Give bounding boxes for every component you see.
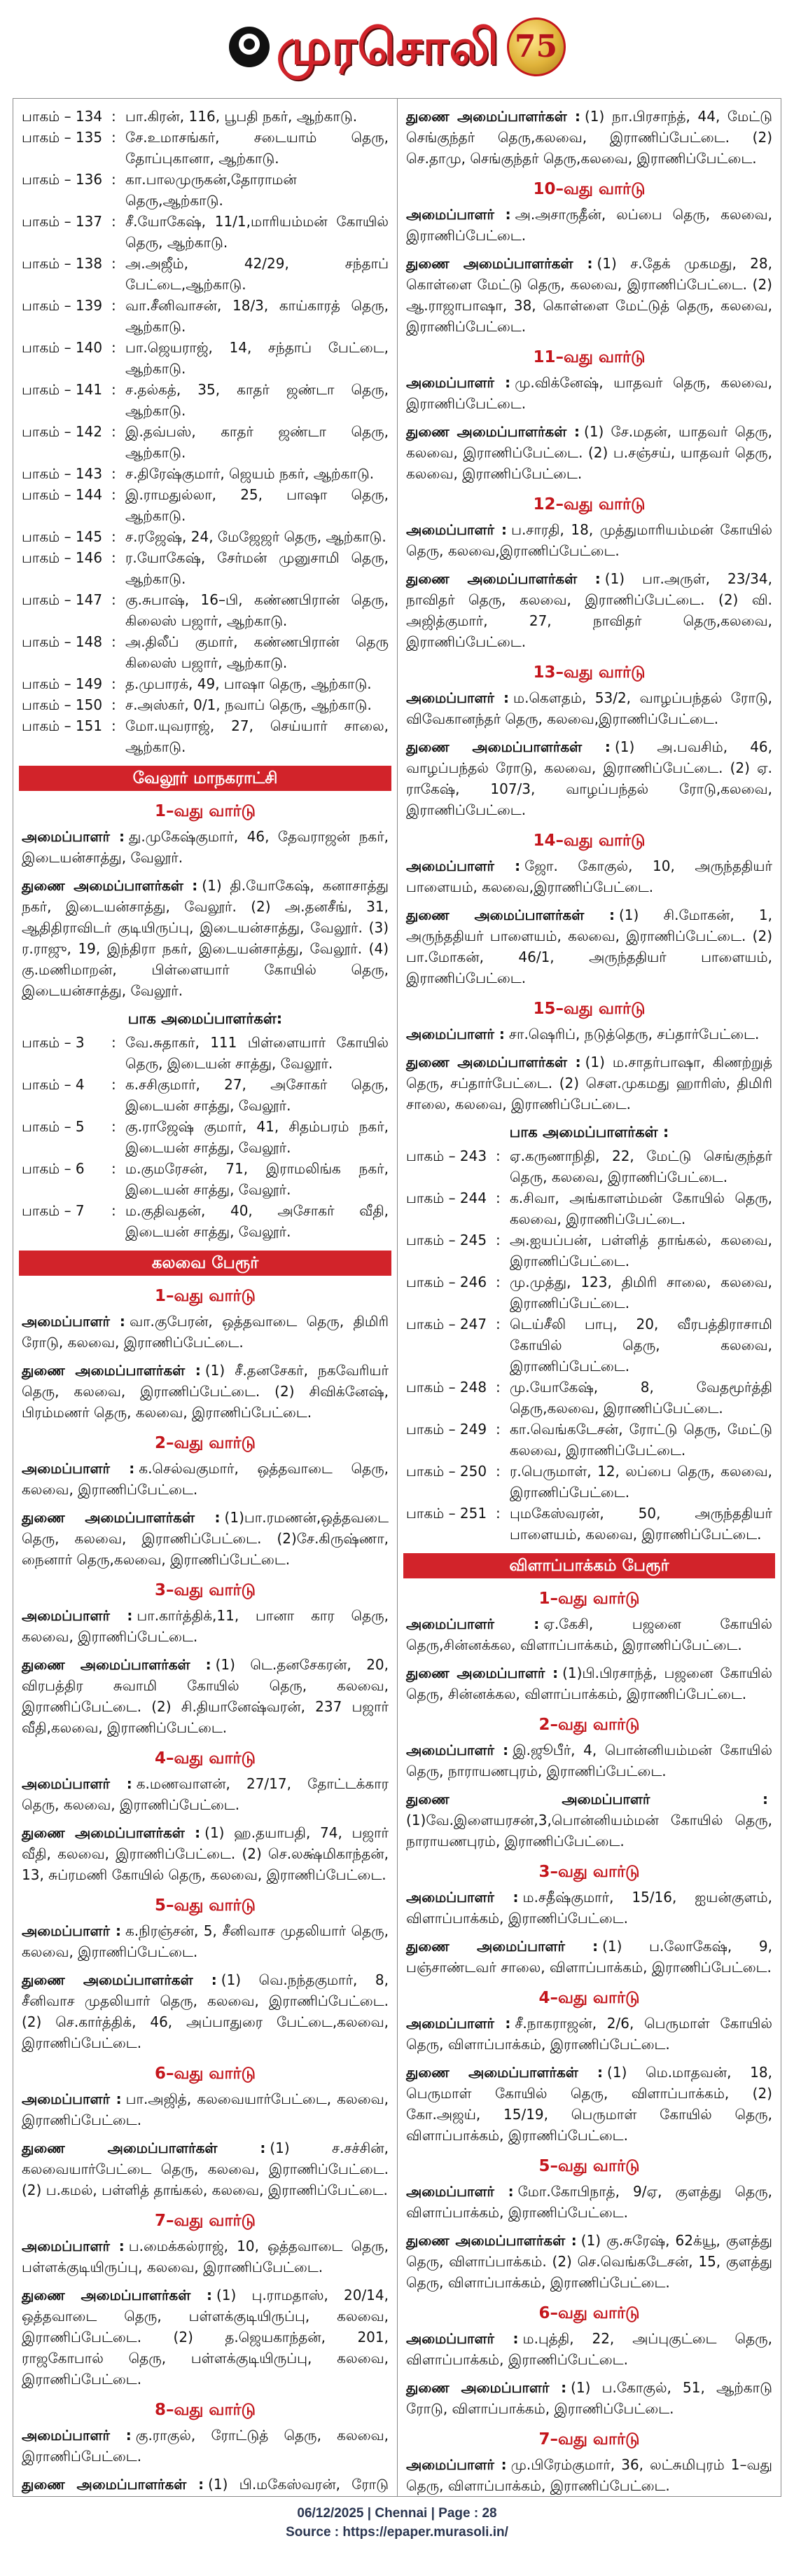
part-entry xyxy=(22,1032,389,1074)
role-label: அமைப்பாளர் : xyxy=(22,1922,121,1939)
part-text: ச.திரேஷ்குமார், ஜெயம் நகர், ஆற்காடு. xyxy=(125,465,375,482)
role-text: (1) அ.பவசிம், 46, வாழப்பந்தல் ரோடு, கலவை, இராணிப்பேட்டை. (2) ஏ. ராகேஷ், 107/3, வாழப்பந்தல் ரோடு,கலவை, இராணிப்பேட்டை. xyxy=(406,738,772,818)
role-entry xyxy=(22,1507,389,1570)
role-label: துணை அமைப்பாளர்கள் : xyxy=(22,1971,217,1988)
role-text: து.முகேஷ்குமார், 46, தேவராஜன் நகர், இடையன்சாத்து, வேலூர். xyxy=(22,828,389,866)
part-separator: : xyxy=(111,171,116,188)
part-label: பாகம் – 150 xyxy=(22,696,103,713)
ward-heading: 1–வது வார்டு xyxy=(154,802,256,820)
role-entry xyxy=(22,2137,389,2200)
role-label: துணை அமைப்பாளர் : xyxy=(406,1938,599,1955)
role-text: (1) ப.லோகேஷ், 9, பஞ்சாண்டவர் சாலை, விளாப்பாக்கம், இராணிப்பேட்டை. xyxy=(406,1938,772,1976)
role-entry xyxy=(22,1360,389,1423)
role-text: மோ.கோபிநாத், 9/ஏ, குளத்து தெரு, விளாப்பாக்கம், இராணிப்பேட்டை. xyxy=(406,2183,773,2221)
part-entry xyxy=(22,1074,389,1116)
role-text: (1) பு.ராமதாஸ், 20/14, ஒத்தவாடை தெரு, பள்ளக்குடியிருப்பு, கலவை, இராணிப்பேட்டை. (2) த.ஜெயகாந்தன், 201, ராஜகோபால் தெரு, பள்ளக்குடியிருப்பு, கலவை, இராணிப்பேட்டை. xyxy=(22,2287,389,2388)
part-text: டெய்சீலி பாபு, 20, வீரபத்திராசாமி கோயில் தெரு, கலவை, இராணிப்பேட்டை. xyxy=(510,1316,772,1375)
role-entry xyxy=(406,2062,772,2146)
part-entry xyxy=(22,1116,389,1158)
role-entry xyxy=(406,1024,772,1045)
role-entry xyxy=(406,1887,772,1929)
section-banner: கலவை பேரூர் xyxy=(19,1251,391,1276)
role-label: அமைப்பாளர் : xyxy=(406,374,511,391)
part-separator: : xyxy=(111,108,116,125)
role-entry xyxy=(406,2230,772,2293)
role-label: அமைப்பாளர் : xyxy=(22,2238,125,2254)
ward-heading: 13–வது வார்டு xyxy=(533,663,646,682)
role-label: அமைப்பாளர் : xyxy=(406,1026,505,1042)
part-entry xyxy=(22,547,389,589)
part-text: புமகேஸ்வரன், 50, அருந்ததியர் பாளையம், கலவை, இராணிப்பேட்டை. xyxy=(510,1505,772,1543)
role-entry xyxy=(406,253,772,337)
role-entry xyxy=(406,855,772,897)
ward-heading: 5–வது வார்டு xyxy=(538,2157,640,2175)
role-text: ப.சாரதி, 18, முத்துமாரியம்மன் கோயில் தெரு, கலவை,இராணிப்பேட்டை. xyxy=(406,521,772,559)
role-text: ஏ.கேசி, பஜனை கோயில் தெரு,சின்னக்கல, விளாப்பாக்கம், இராணிப்பேட்டை. xyxy=(406,1616,773,1653)
part-separator: : xyxy=(496,1463,501,1480)
role-text: ம.புத்தி, 22, அப்புகுட்டை தெரு, விளாப்பாக்கம், இராணிப்பேட்டை. xyxy=(406,2330,772,2368)
role-entry xyxy=(22,1920,389,1962)
part-entry xyxy=(406,1377,772,1419)
role-text: (1) சி.மோகன், 1, அருந்ததியர் பாளையம், கலவை, இராணிப்பேட்டை. (2) பா.மோகன், 46/1, அருந்ததியர் பாளையம், இராணிப்பேட்டை. xyxy=(406,907,772,986)
role-entry xyxy=(406,2377,772,2419)
role-label: அமைப்பாளர் : xyxy=(22,1607,133,1624)
part-separator: : xyxy=(111,717,116,734)
role-text: க.மணவாளன், 27/17, தோட்டக்கார தெரு, கலவை, இராணிப்பேட்டை. xyxy=(22,1775,389,1813)
part-entry xyxy=(22,169,389,211)
ward-heading: 14–வது வார்டு xyxy=(533,832,646,850)
part-label: பாகம் – 245 xyxy=(406,1232,487,1248)
part-label: பாகம் – 148 xyxy=(22,633,103,650)
part-separator: : xyxy=(111,1160,116,1177)
role-entry xyxy=(406,1052,772,1115)
part-label: பாகம் – 139 xyxy=(22,297,103,314)
role-text: ஜோ. கோகுல், 10, அருந்ததியர் பாளையம், கலவை,இராணிப்பேட்டை. xyxy=(406,857,772,895)
role-entry xyxy=(406,204,772,246)
part-separator: : xyxy=(111,339,116,356)
part-label: பாகம் – 137 xyxy=(22,213,103,230)
role-text: மு.விக்னேஷ், யாதவர் தெரு, கலவை, இராணிப்பேட்டை. xyxy=(406,374,772,412)
role-label: துணை அமைப்பாளர்கள் : xyxy=(22,1509,221,1526)
part-entry xyxy=(22,127,389,169)
role-entry xyxy=(22,2474,389,2496)
left-column xyxy=(13,99,397,2496)
ward-heading: 4–வது வார்டு xyxy=(538,1989,640,2007)
role-entry xyxy=(22,875,389,1001)
part-entry xyxy=(22,253,389,295)
role-entry xyxy=(22,1773,389,1815)
part-label: பாகம் – 149 xyxy=(22,675,103,692)
part-label: பாகம் – 144 xyxy=(22,486,103,503)
role-entry xyxy=(406,1936,772,1978)
part-separator: : xyxy=(111,255,116,272)
part-separator: : xyxy=(111,675,116,692)
part-separator: : xyxy=(496,1505,501,1522)
part-text: ர.பெருமாள், 12, லப்பை தெரு, கலவை, இராணிப்பேட்டை. xyxy=(510,1463,772,1501)
role-entry xyxy=(406,2181,772,2223)
ward-heading: 7–வது வார்டு xyxy=(538,2430,640,2448)
part-text: கா.வெங்கடேசன், ரோட்டு தெரு, மேட்டு கலவை, இராணிப்பேட்டை. xyxy=(510,1421,772,1459)
part-separator: : xyxy=(111,297,116,314)
part-text: ர.யோகேஷ், சேர்மன் முனுசாமி தெரு, ஆற்காடு. xyxy=(125,549,389,587)
part-separator: : xyxy=(111,528,116,545)
role-entry xyxy=(22,1654,389,1738)
role-label: அமைப்பாளர் : xyxy=(406,1889,519,1906)
role-label: அமைப்பாளர் : xyxy=(22,1775,132,1792)
part-entry xyxy=(22,337,389,379)
part-entry xyxy=(22,526,389,547)
ward-heading: 5–வது வார்டு xyxy=(154,1896,256,1915)
part-text: அ.அஜீம், 42/29, சந்தாப் பேட்டை,ஆற்காடு. xyxy=(125,255,389,293)
part-separator: : xyxy=(111,696,116,713)
edition-line: 06/12/2025 | Chennai | Page : 28 xyxy=(297,2506,497,2521)
part-text: ம.குமரேசன், 71, இராமலிங்க நகர், இடையன் சாத்து, வேலூர். xyxy=(125,1160,389,1198)
part-text: மு.முத்து, 123, திமிரி சாலை, கலவை, இராணிப்பேட்டை. xyxy=(510,1274,772,1311)
part-label: பாகம் – 3 xyxy=(22,1034,85,1051)
role-label: அமைப்பாளர் : xyxy=(406,2015,511,2032)
part-label: பாகம் – 147 xyxy=(22,591,103,608)
part-text: கு.ராஜேஷ் குமார், 41, சிதம்பரம் நகர், இடையன் சாத்து, வேலூர். xyxy=(125,1118,389,1156)
part-label: பாகம் – 251 xyxy=(406,1505,487,1522)
part-entry xyxy=(22,421,389,463)
part-separator: : xyxy=(496,1316,501,1332)
ward-heading: 2–வது வார்டு xyxy=(538,1716,640,1734)
role-label: துணை அமைப்பாளர்கள் : xyxy=(406,108,580,125)
part-text: வா.சீனிவாசன், 18/3, காய்காரத் தெரு, ஆற்காடு. xyxy=(125,297,389,335)
subheading: பாக அமைப்பாளர்கள்: xyxy=(127,1010,283,1027)
role-text: ம.சதீஷ்குமார், 15/16, ஐயன்குளம், விளாப்பாக்கம், இராணிப்பேட்டை. xyxy=(406,1889,773,1927)
part-entry xyxy=(406,1272,772,1314)
ward-heading: 11–வது வார்டு xyxy=(533,348,646,366)
role-text: (1) பி.மகேஸ்வரன், ரோடு xyxy=(208,2476,389,2493)
part-text: மோ.யுவராஜ், 27, செய்யார் சாலை, ஆற்காடு. xyxy=(125,717,389,755)
role-label: அமைப்பாளர் : xyxy=(22,1313,125,1330)
part-separator: : xyxy=(111,1202,116,1219)
part-text: அ.ஐயப்பன், பள்ளித் தாங்கல், கலவை, இராணிப்பேட்டை. xyxy=(510,1232,772,1269)
part-text: த.முபாரக், 49, பாஷா தெரு, ஆற்காடு. xyxy=(125,675,372,692)
masthead xyxy=(0,0,794,94)
role-entry xyxy=(406,904,772,989)
role-text: கு.ராகுல், ரோட்டுத் தெரு, கலவை, இராணிப்பேட்டை. xyxy=(22,2427,389,2465)
part-entry xyxy=(22,463,389,484)
role-entry xyxy=(406,1613,772,1655)
part-entry xyxy=(22,1158,389,1200)
part-entry xyxy=(22,211,389,253)
role-text: சீ.நாகராஜன், 2/6, பெருமாள் கோயில் தெரு, விளாப்பாக்கம், இராணிப்பேட்டை. xyxy=(406,2015,773,2053)
role-entry xyxy=(22,1458,389,1500)
part-text: மு.யோகேஷ், 8, வேதமூர்த்தி தெரு,கலவை, இராணிப்பேட்டை. xyxy=(510,1379,772,1417)
ward-heading: 2–வது வார்டு xyxy=(154,1434,256,1452)
role-text: பா.அஜித், கலவையார்பேட்டை, கலவை, இராணிப்பேட்டை. xyxy=(22,2091,389,2128)
ward-heading: 4–வது வார்டு xyxy=(154,1749,256,1768)
part-label: பாகம் – 5 xyxy=(22,1118,85,1135)
role-label: துணை அமைப்பாளர்கள் : xyxy=(22,2476,204,2493)
part-label: பாகம் – 248 xyxy=(406,1379,487,1396)
role-entry xyxy=(22,2088,389,2130)
part-text: பா.ஜெயராஜ், 14, சந்தாப் பேட்டை, ஆற்காடு. xyxy=(125,339,389,377)
role-label: துணை அமைப்பாளர் : xyxy=(406,1665,559,1681)
role-label: அமைப்பாளர் : xyxy=(406,2456,507,2473)
part-entry xyxy=(22,715,389,757)
role-label: துணை அமைப்பாளர்கள் : xyxy=(22,2140,266,2156)
part-label: பாகம் – 138 xyxy=(22,255,103,272)
role-entry xyxy=(406,2328,772,2370)
part-label: பாகம் – 141 xyxy=(22,381,103,398)
part-entry xyxy=(406,1461,772,1503)
part-entry xyxy=(22,295,389,337)
role-label: துணை அமைப்பாளர்கள் : xyxy=(22,1362,201,1379)
role-entry xyxy=(22,1969,389,2053)
part-label: பாகம் – 143 xyxy=(22,465,103,482)
part-text: அ.திலீப் குமார், கண்ணபிரான் தெரு கிலைஸ் பஜார், ஆற்காடு. xyxy=(125,633,389,671)
role-entry xyxy=(406,1740,772,1782)
part-text: ம.குதிவதன், 40, அசோகர் வீதி, இடையன் சாத்து, வேலூர். xyxy=(125,1202,389,1240)
role-entry xyxy=(22,1311,389,1353)
role-entry xyxy=(22,2425,389,2467)
part-label: பாகம் – 243 xyxy=(406,1148,487,1164)
part-label: பாகம் – 134 xyxy=(22,108,103,125)
part-text: கா.பாலமுருகன்,தோராமன் தெரு,ஆற்காடு. xyxy=(125,171,297,209)
role-label: அமைப்பாளர் : xyxy=(22,828,125,845)
part-label: பாகம் – 146 xyxy=(22,549,103,566)
part-separator: : xyxy=(111,633,116,650)
part-text: ஏ.கருணாநிதி, 22, மேட்டு செங்குந்தர் தெரு, கலவை, இராணிப்பேட்டை. xyxy=(510,1148,772,1185)
part-label: பாகம் – 136 xyxy=(22,171,103,188)
part-label: பாகம் – 246 xyxy=(406,1274,487,1290)
role-text: (1) ப.கோகுல், 51, ஆற்காடு ரோடு, விளாப்பாக்கம், இராணிப்பேட்டை. xyxy=(406,2379,772,2417)
ward-heading: 3–வது வார்டு xyxy=(538,1863,640,1881)
part-entry xyxy=(22,631,389,673)
role-label: துணை அமைப்பாளர்கள் : xyxy=(406,738,611,755)
role-label: துணை அமைப்பாளர்கள் : xyxy=(406,2232,577,2249)
ward-heading: 15–வது வார்டு xyxy=(533,1000,646,1018)
role-text: (1) சே.மதன், யாதவர் தெரு, கலவை, இராணிப்பேட்டை. (2) ப.சஞ்சய், யாதவர் தெரு, கலவை, இராணிப்பேட்டை. xyxy=(406,423,772,482)
role-entry xyxy=(406,106,772,169)
ward-heading: 12–வது வார்டு xyxy=(533,495,646,514)
role-label: துணை அமைப்பாளர்கள் : xyxy=(22,1656,211,1673)
role-label: அமைப்பாளர் : xyxy=(22,1460,135,1477)
role-text: (1) ச.தேக் முகமது, 28, கொள்ளை மேட்டு தெரு, கலவை, இராணிப்பேட்டை. (2) ஆ.ராஜாபாஷா, 38, கொள்ளை மேட்டுத் தெரு, கலவை, இராணிப்பேட்டை. xyxy=(406,255,772,335)
role-entry xyxy=(406,519,772,561)
part-text: ச.ரஜேஷ், 24, மேஜேஜர் தெரு, ஆற்காடு. xyxy=(125,528,386,545)
role-text: மு.பிரேம்குமார், 36, லட்சுமிபுரம் 1–வது தெரு, விளாப்பாக்கம், இராணிப்பேட்டை. xyxy=(406,2456,772,2494)
part-text: இ.ராமதுல்லா, 25, பாஷா தெரு, ஆற்காடு. xyxy=(125,486,389,524)
part-label: பாகம் – 135 xyxy=(22,129,103,146)
part-text: ச.தல்கத், 35, காதர் ஜண்டா தெரு, ஆற்காடு. xyxy=(125,381,389,419)
role-text: ம.கௌதம், 53/2, வாழப்பந்தல் ரோடு, விவேகானந்தர் தெரு, கலவை,இராணிப்பேட்டை. xyxy=(406,689,772,727)
right-column xyxy=(397,99,781,2496)
part-text: ச.அஸ்கர், 0/1, நவாப் தெரு, ஆற்காடு. xyxy=(125,696,372,713)
role-text: (1) நா.பிரசாந்த், 44, மேட்டு செங்குந்தர் தெரு,கலவை, இராணிப்பேட்டை. (2) செ.தாமு, செங்குந்தர் தெரு,கலவை, இராணிப்பேட்டை. xyxy=(406,108,772,167)
part-separator: : xyxy=(111,1118,116,1135)
role-text: (1) கு.சுரேஷ், 62க்யூ, குளத்து தெரு, விளாப்பாக்கம். (2) செ.வெங்கடேசன், 15, குளத்து தெரு, விளாப்பாக்கம், இராணிப்பேட்டை. xyxy=(406,2232,772,2291)
part-text: க.சிவா, அங்காளம்மன் கோயில் தெரு, கலவை, இராணிப்பேட்டை. xyxy=(510,1190,772,1227)
role-label: துணை அமைப்பாளர்கள் : xyxy=(406,2064,604,2081)
role-label: துணை அமைப்பாளர்கள் : xyxy=(406,907,615,923)
anniversary-number: 75 xyxy=(514,29,558,64)
part-label: பாகம் – 244 xyxy=(406,1190,487,1206)
role-text: (1) பா.அருள், 23/34, நாவிதர் தெரு, கலவை, இராணிப்பேட்டை. (2) வி. அஜித்குமார், 27, நாவிதர் தெரு,கலவை, இராணிப்பேட்டை. xyxy=(406,570,772,650)
role-label: துணை அமைப்பாளர்கள் : xyxy=(406,423,580,440)
part-separator: : xyxy=(111,1034,116,1051)
part-label: பாகம் – 247 xyxy=(406,1316,487,1332)
role-label: துணை அமைப்பாளர்கள் : xyxy=(22,1824,201,1841)
role-label: அமைப்பாளர் : xyxy=(406,857,521,874)
role-text: க.நிரஞ்சன், 5, சீனிவாச முதலியார் தெரு, கலவை, இராணிப்பேட்டை. xyxy=(22,1922,389,1960)
section-banner: விளாப்பாக்கம் பேரூர் xyxy=(403,1553,775,1578)
part-entry xyxy=(22,106,389,127)
role-entry xyxy=(406,2013,772,2055)
role-text: (1) ம.சாதர்பாஷா, கிணற்றுத் தெரு, சப்தார்பேட்டை. (2) செள.முகமது ஹாரிஸ், திமிரி சாலை, கலவை, இராணிப்பேட்டை. xyxy=(406,1054,772,1113)
part-separator: : xyxy=(111,213,116,230)
ward-heading: 7–வது வார்டு xyxy=(154,2212,256,2230)
role-label: துணை அமைப்பாளர்கள் : xyxy=(406,570,601,587)
part-entry xyxy=(22,379,389,421)
ward-heading: 8–வது வார்டு xyxy=(154,2401,256,2419)
part-text: பா.கிரன், 116, பூபதி நகர், ஆற்காடு. xyxy=(125,108,358,125)
part-text: சே.உமாசங்கர், சடையாம் தெரு, தோப்புகானா, ஆற்காடு. xyxy=(125,129,389,167)
role-label: அமைப்பாளர் : xyxy=(406,206,511,223)
part-text: சீ.யோகேஷ், 11/1,மாரியம்மன் கோயில் தெரு, ஆற்காடு. xyxy=(125,213,389,251)
part-text: இ.தவ்பஸ், காதர் ஜண்டா தெரு, ஆற்காடு. xyxy=(125,423,389,461)
part-separator: : xyxy=(496,1232,501,1248)
role-entry xyxy=(406,1662,772,1704)
role-label: துணை அமைப்பாளர்கள் : xyxy=(22,877,198,894)
role-text: (1) ச.சச்சின், கலவையார்பேட்டை தெரு, கலவை, இராணிப்பேட்டை. (2) ப.கமல், பள்ளித் தாங்கல், கலவை, இராணிப்பேட்டை. xyxy=(22,2140,389,2198)
part-label: பாகம் – 142 xyxy=(22,423,103,440)
anniversary-badge xyxy=(507,18,566,76)
role-text: பா.கார்த்திக்,11, பானா கார தெரு, கலவை, இராணிப்பேட்டை. xyxy=(22,1607,389,1645)
role-entry xyxy=(22,826,389,868)
role-text: ப.மைக்கல்ராஜ், 10, ஒத்தவாடை தெரு, பள்ளக்குடியிருப்பு, கலவை, இராணிப்பேட்டை. xyxy=(22,2238,389,2275)
part-separator: : xyxy=(111,423,116,440)
part-separator: : xyxy=(111,129,116,146)
part-separator: : xyxy=(496,1148,501,1164)
role-text: க.செல்வகுமார், ஒத்தவாடை தெரு, கலவை, இராணிப்பேட்டை. xyxy=(22,1460,389,1498)
role-text: (1) சீ.தனசேகர், நகவேரியர் தெரு, கலவை, இராணிப்பேட்டை. (2) சிவிக்னேஷ், பிரம்மணர் தெரு, கலவை, இராணிப்பேட்டை. xyxy=(22,1362,389,1421)
part-label: பாகம் – 6 xyxy=(22,1160,85,1177)
role-text: (1)வே.இளையரசன்,3,பொன்னியம்மன் கோயில் தெரு, நாராயணபுரம், இராணிப்பேட்டை. xyxy=(406,1812,772,1850)
role-label: துணை அமைப்பாளர்கள் : xyxy=(406,1054,581,1070)
part-separator: : xyxy=(111,1076,116,1093)
role-text: (1) ஹ.தயாபதி, 74, பஜார் வீதி, கலவை, இராணிப்பேட்டை. (2) செ.லக்ஷ்மிகாந்தன், 13, சுப்ரமணி கோயில் தெரு, கலவை, இராணிப்பேட்டை. xyxy=(22,1824,389,1883)
part-separator: : xyxy=(496,1421,501,1438)
part-separator: : xyxy=(496,1274,501,1290)
subheading: பாக அமைப்பாளர்கள் : xyxy=(509,1124,669,1141)
role-label: அமைப்பாளர் : xyxy=(406,1742,509,1758)
part-text: கு.சுபாஷ், 16–பி, கண்ணபிரான் தெரு, கிலைஸ் பஜார், ஆற்காடு. xyxy=(125,591,389,629)
source-line: Source : https://epaper.murasoli.in/ xyxy=(286,2525,508,2540)
part-label: பாகம் – 249 xyxy=(406,1421,487,1438)
part-entry xyxy=(406,1187,772,1230)
part-label: பாகம் – 151 xyxy=(22,717,103,734)
part-separator: : xyxy=(496,1379,501,1396)
newspaper-logo: முரசொலி xyxy=(276,18,500,76)
role-text: (1)பா.ரமணன்,ஒத்தவடை தெரு, கலவை, இராணிப்பேட்டை. (2)சே.கிருஷ்ணா, நைனார் தெரு,கலவை, இராணிப்பேட்டை. xyxy=(22,1509,389,1568)
part-entry xyxy=(22,589,389,631)
ward-heading: 10–வது வார்டு xyxy=(533,180,646,198)
part-entry xyxy=(406,1419,772,1461)
part-separator: : xyxy=(496,1190,501,1206)
role-label: அமைப்பாளர் : xyxy=(406,689,509,706)
ward-heading: 6–வது வார்டு xyxy=(538,2304,640,2322)
role-label: துணை அமைப்பாளர் : xyxy=(406,2379,567,2396)
section-banner: வேலூர் மாநகராட்சி xyxy=(19,766,391,791)
role-entry xyxy=(22,2285,389,2390)
role-text: அ.அசாருதீன், லப்பை தெரு, கலவை, இராணிப்பேட்டை. xyxy=(406,206,772,244)
part-separator: : xyxy=(111,486,116,503)
page-footer xyxy=(0,2504,794,2542)
role-label: துணை அமைப்பாளர் : xyxy=(406,1791,768,1807)
role-label: அமைப்பாளர் : xyxy=(406,2183,514,2200)
part-label: பாகம் – 4 xyxy=(22,1076,85,1093)
part-text: க.சசிகுமார், 27, அசோகர் தெரு, இடையன் சாத்து, வேலூர். xyxy=(125,1076,389,1114)
role-entry xyxy=(406,372,772,414)
role-entry xyxy=(406,568,772,652)
role-entry xyxy=(406,421,772,484)
role-label: அமைப்பாளர் : xyxy=(22,2427,132,2444)
role-text: (1) தி.யோகேஷ், கனாசாத்து நகர், இடையன்சாத்து, வேலூர். (2) அ.தனசீங், 31, ஆதிதிராவிடர் குடியிருப்பு, இடையன்சாத்து, வேலூர். (3) ர.ராஜு, 19, இந்திரா நகர், இடையன்சாத்து, வேலூர். (4) கு.மணிமாறன், பிள்ளையார் கோயில் தெரு, இடையன்சாத்து, வேலூர். xyxy=(22,877,389,999)
role-entry xyxy=(406,2454,772,2496)
part-entry xyxy=(22,1200,389,1242)
part-label: பாகம் – 250 xyxy=(406,1463,487,1480)
part-entry xyxy=(406,1145,772,1187)
part-entry xyxy=(22,673,389,694)
part-separator: : xyxy=(111,381,116,398)
part-separator: : xyxy=(111,549,116,566)
role-text: (1) வெ.நந்தகுமார், 8, சீனிவாச முதலியார் தெரு, கலவை, இராணிப்பேட்டை. (2) செ.கார்த்திக், 46, அப்பாதுரை பேட்டை,கலவை, இராணிப்பேட்டை. xyxy=(22,1971,389,2051)
role-text: இ.ஜூபீர், 4, பொன்னியம்மன் கோயில் தெரு, நாராயணபுரம், இராணிப்பேட்டை. xyxy=(406,1742,772,1779)
part-entry xyxy=(22,694,389,715)
part-label: பாகம் – 140 xyxy=(22,339,103,356)
ward-heading: 3–வது வார்டு xyxy=(154,1581,256,1599)
role-text: (1)பி.பிரசாந்த், பஜனை கோயில் தெரு, சின்னக்கல, விளாப்பாக்கம், இராணிப்பேட்டை. xyxy=(406,1665,772,1702)
ward-heading: 1–வது வார்டு xyxy=(154,1287,256,1305)
role-text: சா.ஷெரிப், நடுத்தெரு, சப்தார்பேட்டை. xyxy=(508,1026,760,1042)
part-entry xyxy=(406,1230,772,1272)
part-label: பாகம் – 145 xyxy=(22,528,103,545)
role-label: துணை அமைப்பாளர்கள் : xyxy=(406,255,593,272)
role-entry xyxy=(22,2236,389,2278)
role-label: துணை அமைப்பாளர்கள் : xyxy=(22,2287,212,2303)
role-entry xyxy=(406,736,772,820)
role-label: அமைப்பாளர் : xyxy=(406,521,508,538)
part-entry xyxy=(22,484,389,526)
part-entry xyxy=(406,1314,772,1377)
role-label: அமைப்பாளர் : xyxy=(22,2091,122,2107)
part-separator: : xyxy=(111,465,116,482)
role-entry xyxy=(22,1605,389,1647)
role-entry xyxy=(406,1789,772,1852)
role-label: அமைப்பாளர் : xyxy=(406,2330,519,2347)
ward-heading: 1–வது வார்டு xyxy=(538,1590,640,1608)
part-text: வே.சுதாகர், 111 பிள்ளையார் கோயில் தெரு, இடையன் சாத்து, வேலூர். xyxy=(125,1034,389,1072)
part-entry xyxy=(406,1503,772,1545)
ward-heading: 6–வது வார்டு xyxy=(154,2065,256,2083)
part-separator: : xyxy=(111,591,116,608)
article-frame xyxy=(13,98,781,2497)
role-entry xyxy=(22,1822,389,1885)
role-entry xyxy=(406,687,772,729)
role-label: அமைப்பாளர் : xyxy=(406,1616,540,1632)
role-text: (1) டெ.தனசேகரன், 20, விரபத்திர சுவாமி கோயில் தெரு, கலவை, இராணிப்பேட்டை. (2) சி.தியானேஷ்வரன், 237 பஜார் வீதி,கலவை, இராணிப்பேட்டை. xyxy=(22,1656,389,1736)
role-text: வா.குபேரன், ஒத்தவாடை தெரு, திமிரி ரோடு, கலவை, இராணிப்பேட்டை. xyxy=(22,1313,389,1351)
role-text: (1) மெ.மாதவன், 18, பெருமாள் கோயில் தெரு, விளாப்பாக்கம், (2) கோ.அஜய், 15/19, பெருமாள் கோயில் தெரு, விளாப்பாக்கம், இராணிப்பேட்டை. xyxy=(406,2064,772,2144)
party-emblem-icon xyxy=(229,27,270,67)
part-label: பாகம் – 7 xyxy=(22,1202,85,1219)
